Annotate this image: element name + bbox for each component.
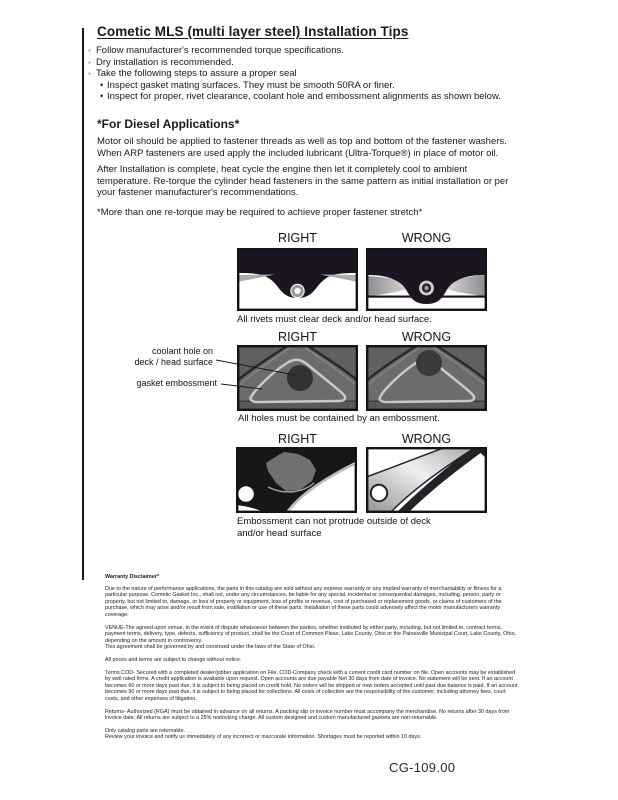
warranty-paragraph: All prices and terms are subject to change without notice.	[105, 656, 242, 663]
section-heading-diesel: *For Diesel Applications*	[97, 117, 240, 131]
right-label-row2: RIGHT	[278, 330, 317, 344]
diagram-rivet-right	[237, 248, 358, 311]
warranty-text: VENUE-The agreed upon venue, in the event of dispute whatsoever between the parties, whether instituted by either party, including, but not limited to, contract terms, payment terms, delivery, type, defects, sufficiency of product, shall be the Court of Common Pleas, Lake County, Ohio or the Painesville Municipal Court, Lake County, Ohio, depending on the amount in controversy.	[105, 624, 516, 644]
bullet-text: Inspect for proper, rivet clearance, coolant hole and embossment alignments as shown below.	[107, 91, 501, 102]
left-margin-rule	[82, 28, 84, 580]
coolant-hole-icon	[416, 350, 442, 376]
warranty-paragraph	[105, 728, 519, 741]
page-number: CG-109.00	[389, 760, 456, 775]
diagram-protrusion-right	[236, 447, 357, 513]
warranty-paragraph	[105, 625, 519, 651]
list-item	[88, 68, 501, 80]
wrong-label-row1: WRONG	[401, 231, 452, 245]
list-item	[100, 91, 501, 103]
diagram-protrusion-wrong	[366, 447, 487, 513]
coolant-hole-icon	[287, 365, 313, 391]
warranty-paragraph: Terms COD- Secured with a completed dealer/jobber application on File, COD-Company check with a current credit card number on file. Open accounts may be established by well rated firms. A credit application is available upon request. Open accounts are due payable Net 30 days from date of invoice. No statement will be sent. If an account becomes 60 or more days past due, it is subject to being placed on credit hold. No orders will be shipped or new orders accepted until past due balance is paid. If an account becomes 90 or more days past due, it is subject to being placed for collections. All costs of collection are the responsibility of the customer, including attorney fees, court costs, and other expenses of litigation.	[105, 669, 518, 702]
warranty-paragraph: Returns- Authorized (RGA) must be obtained in advance on all returns. A packing slip or invoice number must accompany the merchandise. No returns after 30 days from invoice date. All returns are subject to a 25% restocking charge. All custom designed and custom manufactured gaskets are non-returnable.	[105, 708, 510, 722]
bullet-text: Take the following steps to assure a proper seal	[96, 68, 297, 79]
bullet-text: Dry installation is recommended.	[96, 56, 234, 68]
filled-bullet-icon: •	[100, 91, 104, 101]
open-bullet-icon: ◦	[88, 46, 91, 55]
warranty-paragraph: Due to the nature of performance applications, the parts in this catalog are sold without any express warranty or any implied warranty of merchantability or fitness for a particular purpose. Cometic Gasket Inc., shall not, under any circumstances, be liable for any special, incidental or consequential damages, including, person, party or property, but not limited to, damage, or loss of property or equipment, loss of profits or revenue, cost of purchased or replacement goods, or claims of customers of the purchase, which may arise and/or result from sale, instillation or use of these parts. Installation of these parts could adversely affect the motor manufacturers warranty coverage.	[105, 585, 502, 618]
page-title: Cometic MLS (multi layer steel) Installation Tips	[97, 24, 409, 39]
diagram-rivet-wrong	[366, 248, 487, 311]
row3-caption	[237, 516, 487, 539]
right-label-row3: RIGHT	[278, 432, 317, 446]
list-item	[88, 57, 501, 69]
open-bullet-icon: ◦	[88, 69, 91, 78]
warranty-text: Only catalog parts are returnable.	[105, 727, 186, 734]
filled-bullet-icon: •	[100, 79, 104, 90]
tips-bullet-list	[88, 45, 501, 103]
list-item	[100, 80, 501, 92]
bolt-hole-icon	[238, 486, 254, 502]
row1-caption: All rivets must clear deck and/or head surface.	[237, 314, 432, 325]
gasket-embossment-annotation	[100, 378, 217, 389]
bolt-hole-icon	[371, 485, 387, 501]
annotation-text: gasket embossment	[136, 378, 217, 388]
diagram-embossment-right	[237, 345, 358, 411]
annotation-text: coolant hole on	[151, 346, 213, 356]
warranty-disclaimer	[105, 574, 519, 747]
caption-text: and/or head surface	[237, 527, 322, 539]
coolant-hole-annotation	[100, 346, 213, 367]
diesel-paragraph-2: After Installation is complete, heat cycle the engine then let it completely cool to ambient temperature. Re-torque the cylinder head fasteners in the same pattern as initial installation or per your fastener manufacturer's recommendations.	[97, 164, 509, 199]
row2-caption: All holes must be contained by an embossment.	[238, 413, 440, 424]
warranty-text: Review your invoice and notify us immediately of any incorrect or inaccurate information. Shortages must be reported within 10 days.	[105, 734, 422, 741]
annotation-text: deck / head surface	[134, 356, 213, 367]
right-label-row1: RIGHT	[278, 231, 317, 245]
open-bullet-icon: ◦	[88, 57, 91, 67]
diesel-paragraph-1: Motor oil should be applied to fastener threads as well as top and bottom of the fastener washers. When ARP fasteners are used apply the included lubricant (Ultra-Torque®) in place of motor oil.	[97, 136, 507, 159]
warranty-heading: Warranty Disclaimer*	[105, 574, 160, 580]
wrong-label-row3: WRONG	[401, 432, 452, 446]
bullet-text: Inspect gasket mating surfaces. They must be smooth 50RA or finer.	[107, 79, 395, 91]
warranty-text: This agreement shall be governed by and construed under the laws of the State of Ohio.	[105, 644, 316, 651]
bullet-text: Follow manufacturer's recommended torque specifications.	[96, 45, 344, 56]
diagram-embossment-wrong	[366, 345, 487, 411]
caption-text: Embossment can not protrude outside of deck	[237, 516, 431, 527]
retorque-note: *More than one re-torque may be required to achieve proper fastener stretch*	[97, 207, 423, 218]
wrong-label-row2: WRONG	[401, 330, 452, 344]
list-item	[88, 45, 501, 57]
